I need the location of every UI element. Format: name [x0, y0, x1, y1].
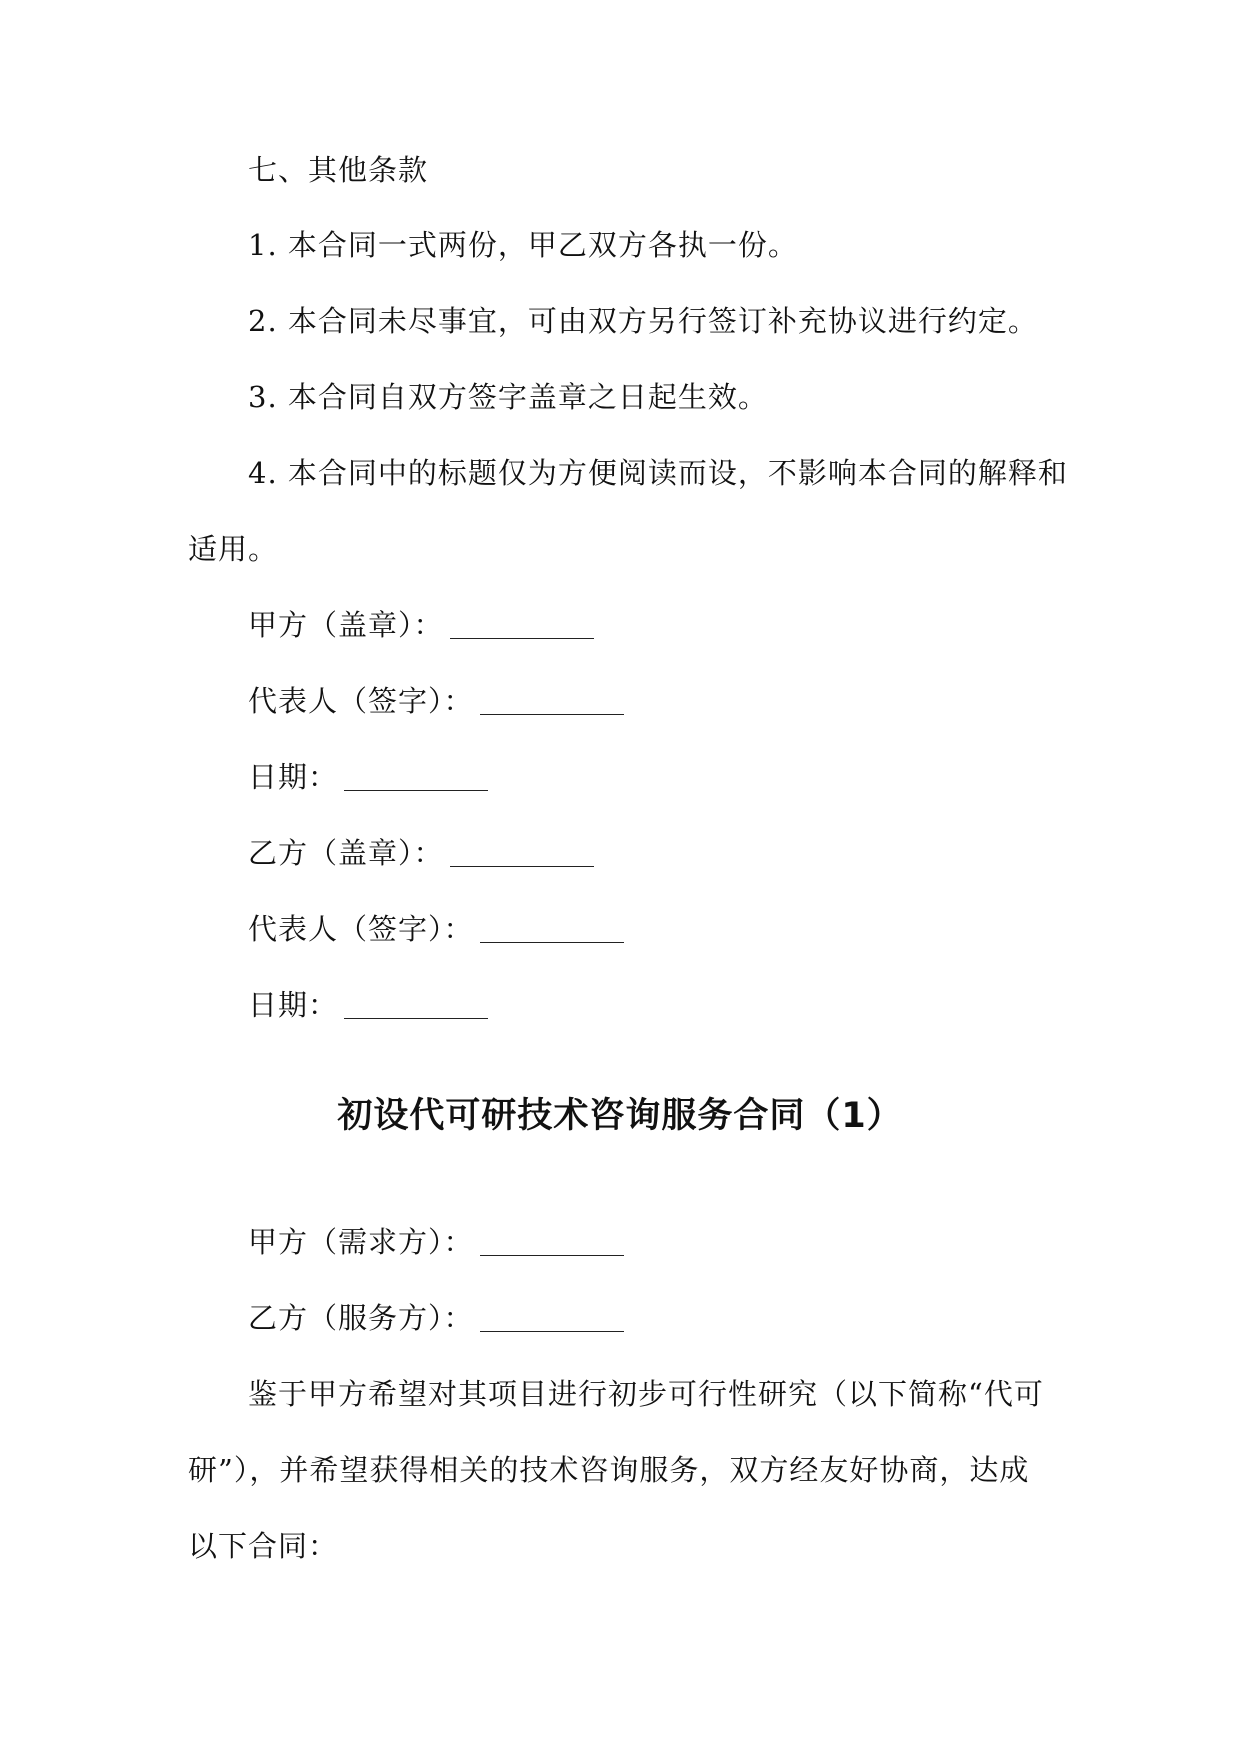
clause-2: 2. 本合同未尽事宜，可由双方另行签订补充协议进行约定。	[248, 304, 1038, 338]
party-a-rep-label: 代表人（签字）：	[248, 684, 474, 718]
party-a-rep-row	[248, 681, 624, 721]
preamble-line-2: 研”），并希望获得相关的技术咨询服务，双方经友好协商，达成	[188, 1453, 1030, 1487]
clause-4-line-2: 适用。	[188, 532, 279, 566]
contract-title: 初设代可研技术咨询服务合同（1）	[337, 1096, 903, 1136]
contract-party-b-blank	[480, 1301, 624, 1332]
party-b-rep-blank	[480, 912, 624, 943]
party-b-rep-label: 代表人（签字）：	[248, 912, 474, 946]
party-a-date-blank	[344, 760, 488, 791]
preamble-line-1: 鉴于甲方希望对其项目进行初步可行性研究（以下简称“代可	[248, 1377, 1044, 1411]
party-b-date-row	[248, 985, 488, 1025]
clause-1: 1. 本合同一式两份，甲乙双方各执一份。	[248, 228, 798, 262]
party-a-date-row	[248, 757, 488, 797]
party-b-seal-row	[248, 833, 594, 873]
clause-4-line-1: 4. 本合同中的标题仅为方便阅读而设，不影响本合同的解释和	[248, 456, 1068, 490]
party-a-seal-blank	[450, 608, 594, 639]
contract-party-b-label: 乙方（服务方）：	[248, 1301, 474, 1335]
preamble-line-3: 以下合同：	[188, 1529, 339, 1563]
party-a-date-label: 日期：	[248, 760, 339, 794]
party-b-date-label: 日期：	[248, 988, 339, 1022]
clause-3: 3. 本合同自双方签字盖章之日起生效。	[248, 380, 768, 414]
contract-party-a-row	[248, 1222, 624, 1262]
party-a-seal-row	[248, 605, 594, 645]
party-b-seal-label: 乙方（盖章）：	[248, 836, 444, 870]
contract-party-a-label: 甲方（需求方）：	[248, 1225, 474, 1259]
contract-party-a-blank	[480, 1225, 624, 1256]
party-b-date-blank	[344, 988, 488, 1019]
party-b-rep-row	[248, 909, 624, 949]
section-heading: 七、其他条款	[248, 153, 429, 187]
party-a-rep-blank	[480, 684, 624, 715]
party-b-seal-blank	[450, 836, 594, 867]
contract-party-b-row	[248, 1298, 624, 1338]
party-a-seal-label: 甲方（盖章）：	[248, 608, 444, 642]
